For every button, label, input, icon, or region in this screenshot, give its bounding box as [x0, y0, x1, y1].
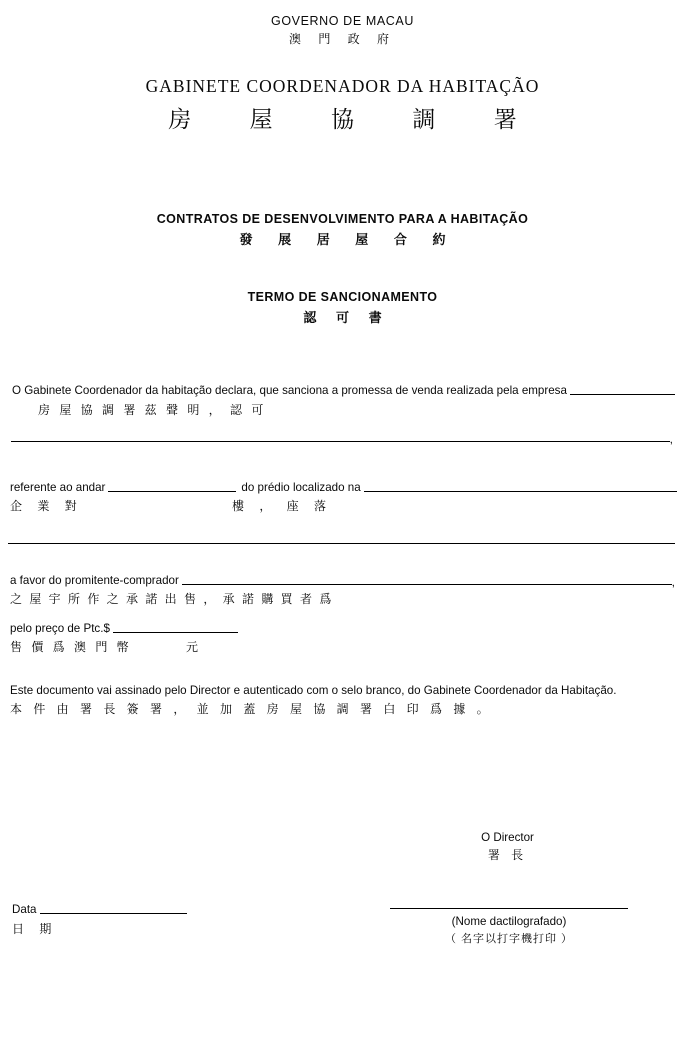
separator-line-1	[8, 430, 673, 444]
date-label-zh: 日 期	[12, 922, 58, 936]
signature-line	[390, 908, 628, 909]
blank-company	[570, 392, 675, 395]
label-preco-unit-zh: 元	[186, 640, 202, 654]
termo-title-pt: TERMO DE SANCIONAMENTO	[247, 290, 438, 304]
date-row	[12, 903, 187, 916]
label-andar: referente ao andar	[10, 481, 106, 494]
label-preco: pelo preço de Ptc.$	[10, 622, 110, 635]
label-comprador: a favor do promitente-comprador	[10, 574, 179, 587]
government-title-pt: GOVERNO DE MACAU	[271, 14, 414, 28]
note-text-zh: 本 件 由 署 長 簽 署 ， 並 加 蓋 房 屋 協 調 署 白 印 爲 據 。	[10, 702, 493, 716]
separator-line-2	[8, 543, 675, 544]
blank-predio	[364, 489, 677, 492]
comma-1: ,	[669, 432, 673, 446]
blank-comprador	[182, 582, 672, 585]
label-predio-zh: 樓 ， 座 落	[232, 499, 333, 513]
blank-line-1	[11, 439, 670, 442]
preco-row	[10, 622, 238, 635]
blank-preco	[113, 630, 238, 633]
typed-name-label-pt: (Nome dactilografado)	[451, 915, 567, 928]
andar-predio-row	[10, 481, 677, 494]
blank-andar	[108, 489, 236, 492]
declaration-row	[12, 384, 675, 397]
comprador-row	[10, 574, 675, 587]
label-preco-zh: 售 價 爲 澳 門 幣	[10, 640, 132, 654]
label-preco-zh-row	[10, 638, 201, 655]
date-label-pt: Data	[12, 903, 37, 916]
label-predio: do prédio localizado na	[241, 481, 361, 494]
director-block	[450, 831, 565, 863]
contracts-title-pt: CONTRATOS DE DESENVOLVIMENTO PARA A HABITAÇÃO	[156, 212, 529, 226]
contracts-title-zh: 發 展 居 屋 合 約	[239, 232, 457, 247]
director-label-pt: O Director	[481, 831, 534, 844]
office-title-pt: GABINETE COORDENADOR DA HABITAÇÃO	[145, 76, 540, 96]
typed-name-label-zh: （ 名字以打字機打印 ）	[444, 933, 574, 945]
declaration-text-zh: 房 屋 協 調 署 茲 聲 明 ， 認 可	[38, 403, 267, 417]
office-title-zh: 房 屋 協 調 署	[168, 106, 543, 132]
termo-title-zh: 認 可 書	[303, 310, 390, 325]
label-comprador-zh: 之 屋 宇 所 作 之 承 諾 出 售 ， 承 諾 購 買 者 爲	[10, 592, 334, 606]
blank-date	[40, 911, 188, 914]
note-text-pt: Este documento vai assinado pelo Director e autenticado com o selo branco, do Gabinete Coordenador da Habitação.	[10, 684, 617, 697]
declaration-text-pt: O Gabinete Coordenador da habitação declara, que sanciona a promessa de venda realizada pela empresa	[12, 384, 567, 397]
government-title-zh: 澳 門 政 府	[288, 32, 396, 46]
comma-2: ,	[671, 575, 675, 589]
label-andar-zh: 企 業 對	[10, 499, 83, 513]
director-label-zh: 署 長	[487, 848, 528, 862]
